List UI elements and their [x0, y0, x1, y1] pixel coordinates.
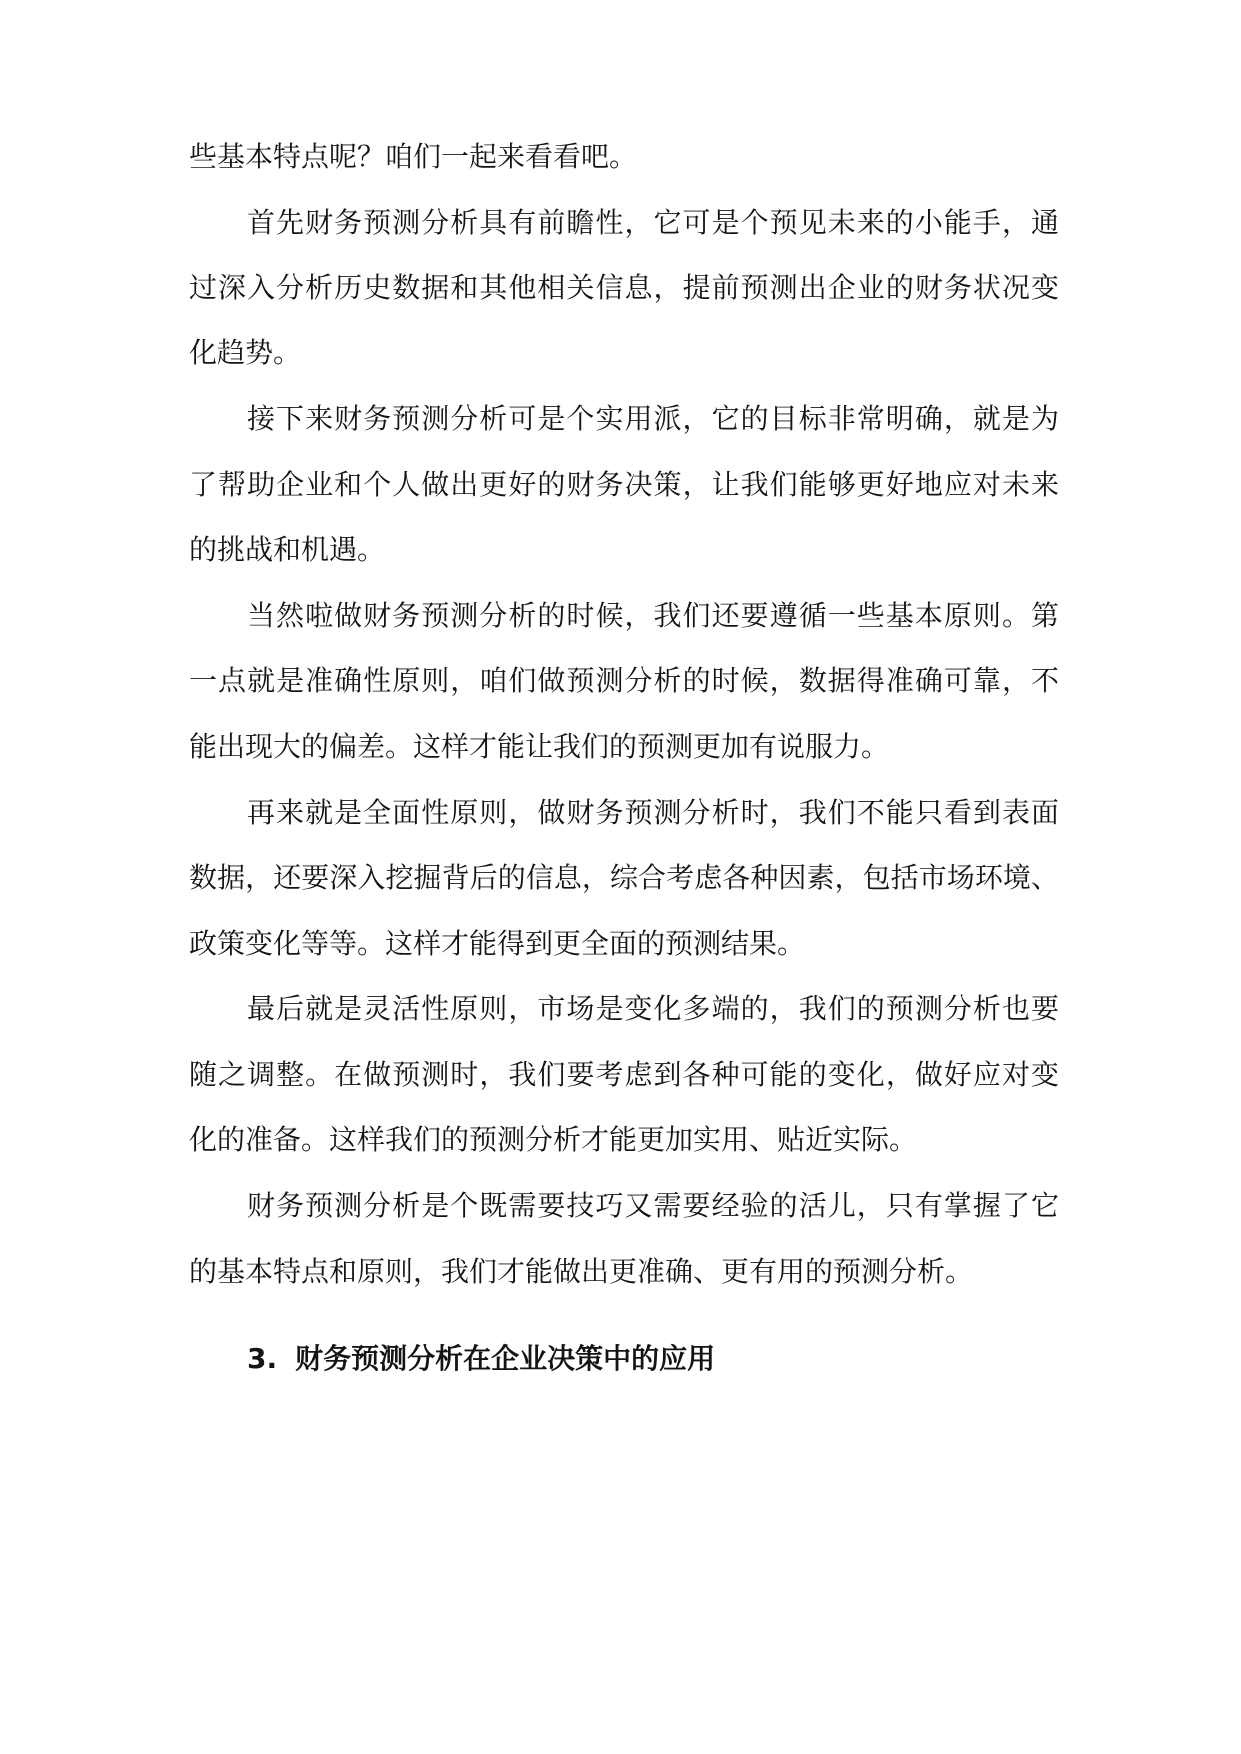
- paragraph-line: 的挑战和机遇。: [189, 533, 386, 566]
- paragraph-line: 政策变化等等。这样才能得到更全面的预测结果。: [189, 927, 806, 960]
- paragraph-line: 数据，还要深入挖掘背后的信息，综合考虑各种因素，包括市场环境、: [189, 861, 1059, 894]
- paragraph-line: 财务预测分析是个既需要技巧又需要经验的活儿，只有掌握了它: [247, 1189, 1059, 1222]
- section-heading-number: 3.: [247, 1342, 278, 1375]
- section-heading-title: 财务预测分析在企业决策中的应用: [295, 1342, 716, 1375]
- section-heading: [247, 1339, 715, 1379]
- paragraph-line: 化的准备。这样我们的预测分析才能更加实用、贴近实际。: [189, 1123, 918, 1156]
- paragraph-line: 一点就是准确性原则，咱们做预测分析的时候，数据得准确可靠，不: [189, 664, 1059, 697]
- paragraph-line: 的基本特点和原则，我们才能做出更准确、更有用的预测分析。: [189, 1255, 974, 1288]
- paragraph-line: 最后就是灵活性原则，市场是变化多端的，我们的预测分析也要: [247, 992, 1059, 1025]
- paragraph-line: 能出现大的偏差。这样才能让我们的预测更加有说服力。: [189, 730, 890, 763]
- paragraph-line: 些基本特点呢？咱们一起来看看吧。: [189, 140, 638, 173]
- paragraph-line: 接下来财务预测分析可是个实用派，它的目标非常明确，就是为: [247, 402, 1059, 435]
- paragraph-line: 再来就是全面性原则，做财务预测分析时，我们不能只看到表面: [247, 796, 1059, 829]
- paragraph-line: 过深入分析历史数据和其他相关信息，提前预测出企业的财务状况变: [189, 271, 1059, 304]
- paragraph-line: 当然啦做财务预测分析的时候，我们还要遵循一些基本原则。第: [247, 599, 1059, 632]
- paragraph-line: 了帮助企业和个人做出更好的财务决策，让我们能够更好地应对未来: [189, 468, 1059, 501]
- paragraph-line: 化趋势。: [189, 336, 302, 369]
- paragraph-line: 首先财务预测分析具有前瞻性，它可是个预见未来的小能手，通: [247, 206, 1059, 239]
- paragraph-line: 随之调整。在做预测时，我们要考虑到各种可能的变化，做好应对变: [189, 1058, 1059, 1091]
